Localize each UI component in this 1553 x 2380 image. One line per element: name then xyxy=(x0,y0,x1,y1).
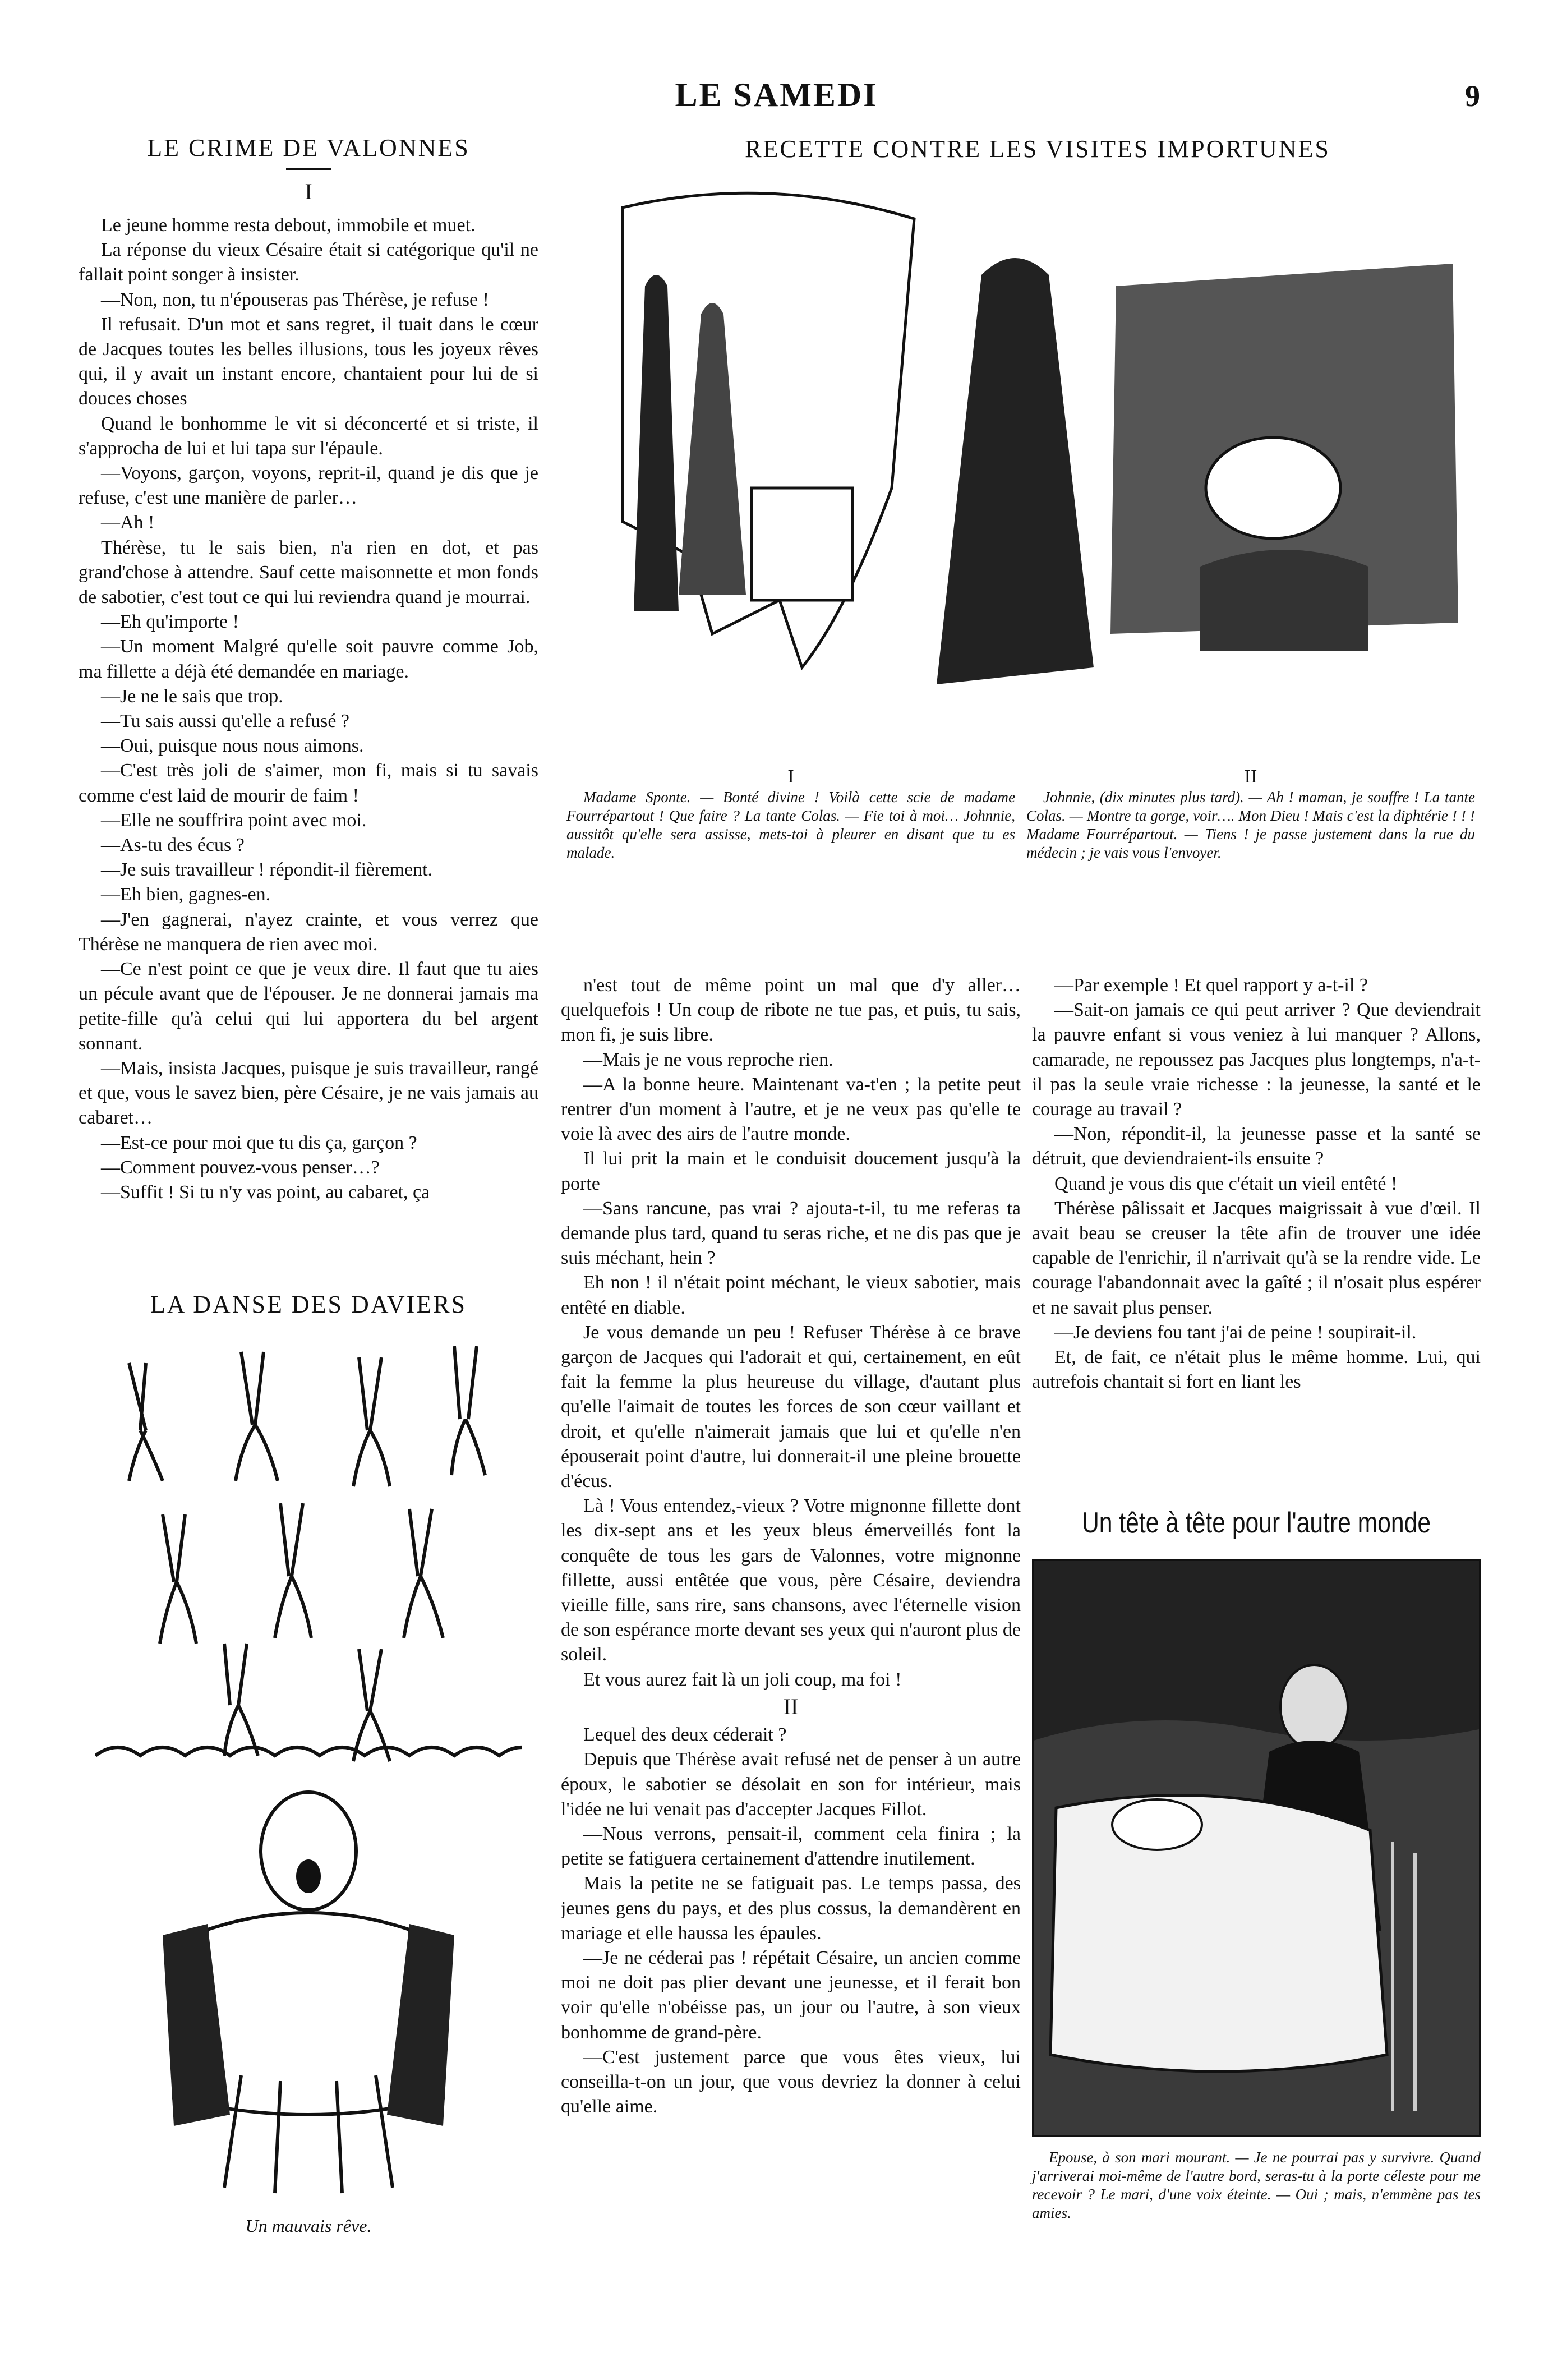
paragraph: —Suffit ! Si tu n'y vas point, au cabaret, ça xyxy=(101,1181,430,1203)
caption-one-text: Madame Sponte. — Bonté divine ! Voilà cette scie de madame Fourrépartout ! Que faire ? La tante Colas. — Fie toi à moi… Johnnie, aussitôt qu'elle sera assisse, mets-toi à pleurer en disant que tu es malade. xyxy=(566,789,1015,861)
paragraph: Il lui prit la main et le conduisit doucement jusqu'à la porte xyxy=(561,1148,1021,1194)
paragraph: —Mais je ne vous reproche rien. xyxy=(583,1049,833,1070)
tete-caption xyxy=(1032,2148,1481,2224)
crime-title: LE CRIME DE VALONNES xyxy=(147,134,470,162)
paragraph: Thérèse, tu le sais bien, n'a rien en dot, et pas grand'chose à attendre. Sauf cette maisonnette et mon fonds de sabotier, c'est tout ce qui lui reviendra quand je mourrai. xyxy=(79,537,538,608)
recette-title: RECETTE CONTRE LES VISITES IMPORTUNES xyxy=(745,135,1330,163)
paragraph: —Ah ! xyxy=(101,512,155,533)
paragraph: —Eh bien, gagnes-en. xyxy=(101,884,271,905)
part-two-heading: II xyxy=(783,1693,799,1719)
paragraph: —Sans rancune, pas vrai ? ajouta-t-il, tu me referas ta demande plus tard, quand tu seras riche, et ne dis pas que je suis méchant, hein ? xyxy=(561,1198,1021,1269)
caption-two-number: II xyxy=(1244,766,1257,787)
paragraph: —A la bonne heure. Maintenant va-t'en ; la petite peut rentrer d'un moment à l'autre, et je ne veux pas qu'elle te voie là avec des airs de l'autre monde. xyxy=(561,1074,1021,1145)
paragraph: —Mais, insista Jacques, puisque je suis travailleur, rangé et que, vous le savez bien, père Césaire, je ne vais jamais au cabaret… xyxy=(79,1057,538,1129)
paragraph: —Comment pouvez-vous penser…? xyxy=(101,1157,380,1178)
page-number: 9 xyxy=(1465,79,1480,113)
deathbed-scene-drawing xyxy=(1034,1561,1479,2135)
danse-title: LA DANSE DES DAVIERS xyxy=(150,1291,467,1318)
paragraph: —Je ne céderai pas ! répétait Césaire, un ancien comme moi ne doit pas plier devant une jeunesse, et il ferait bon voir qu'elle n'obéisse pas, un jour ou l'autre, à son vieux bonhomme de grand-père. xyxy=(561,1947,1021,2043)
paragraph: Quand je vous dis que c'était un vieil entêté ! xyxy=(1054,1173,1398,1194)
paragraph: —Est-ce pour moi que tu dis ça, garçon ? xyxy=(101,1132,417,1153)
paragraph: —Tu sais aussi qu'elle a refusé ? xyxy=(101,711,350,732)
paragraph: Le jeune homme resta debout, immobile et muet. xyxy=(101,215,476,236)
part-one-heading: I xyxy=(305,179,312,204)
danse-illustration xyxy=(95,1329,522,2210)
paragraph: —Je ne le sais que trop. xyxy=(101,685,283,707)
paragraph: —As-tu des écus ? xyxy=(101,835,245,856)
paragraph: —C'est justement parce que vous êtes vieux, lui conseilla-t-on un jour, que vous devriez la donner à celui qu'elle aime. xyxy=(561,2046,1021,2117)
paragraph: Et vous aurez fait là un joli coup, ma foi ! xyxy=(583,1669,902,1690)
paragraph: Quand le bonhomme le vit si déconcerté et si triste, il s'approcha de lui et lui tapa sur l'épaule. xyxy=(79,413,538,459)
paragraph: Mais la petite ne se fatiguait pas. Le temps passa, des jeunes gens du pays, et des plus cossus, la demandèrent en mariage et elle haussa les épaules. xyxy=(561,1873,1021,1944)
tete-caption-text: Epouse, à son mari mourant. — Je ne pourrai pas y survivre. Quand j'arriverai moi-même de l'autre bord, seras-tu à la porte céleste pour me recevoir ? Le mari, d'une voix éteinte. — Oui ; mais, n'emmène pas tes amies. xyxy=(1032,2149,1481,2221)
paragraph: —Un moment Malgré qu'elle soit pauvre comme Job, ma fillette a déjà été demandée en mariage. xyxy=(79,636,538,682)
paragraph: Eh non ! il n'était point méchant, le vieux sabotier, mais entêté en diable. xyxy=(561,1272,1021,1318)
title-rule xyxy=(286,168,331,170)
recette-caption-one xyxy=(566,767,1015,863)
crime-column-left xyxy=(79,213,538,1268)
tete-title: Un tête à tête pour l'autre monde xyxy=(1081,1507,1431,1539)
crime-column-right xyxy=(1032,973,1481,1456)
recette-caption-two xyxy=(1026,767,1475,863)
caption-two-text: Johnnie, (dix minutes plus tard). — Ah ! maman, je souffre ! La tante Colas. — Montre ta gorge, voir…. Mon Dieu ! Mais c'est la diphtérie ! ! ! Madame Fourrépartout. — Tiens ! je passe justement dans la rue du médecin ; je vais vous l'envoyer. xyxy=(1026,789,1475,861)
caption-one-number: I xyxy=(787,766,794,787)
paragraph: —Non, répondit-il, la jeunesse passe et la santé se détruit, que deviendraient-ils ensuite ? xyxy=(1032,1124,1481,1170)
recette-illustration xyxy=(555,174,1481,757)
masthead-title: LE SAMEDI xyxy=(675,76,878,113)
paragraph: —Non, non, tu n'épouseras pas Thérèse, je refuse ! xyxy=(101,289,489,310)
paragraph: Il refusait. D'un mot et sans regret, il tuait dans le cœur de Jacques toutes les belles illusions, tous les joyeux rêves qui, il y avait un instant encore, chantaient pour lui de si douces choses xyxy=(79,314,538,409)
paragraph: Depuis que Thérèse avait refusé net de penser à un autre époux, le sabotier se désolait en son for intérieur, mais l'idée ne lui venait pas d'accepter Jacques Fillot. xyxy=(561,1749,1021,1820)
crime-column-middle xyxy=(561,973,1021,2218)
forceps-and-sleeper-drawing xyxy=(95,1329,522,2210)
paragraph: —Elle ne souffrira point avec moi. xyxy=(101,809,367,831)
tete-title-wrap xyxy=(1032,1506,1481,1540)
paragraph: —Ce n'est point ce que je veux dire. Il faut que tu aies un pécule avant que de l'épouser. Je ne donnerai jamais ma petite-fille qu'à celui qui lui apportera du bel argent sonnant. xyxy=(79,959,538,1054)
paragraph: Là ! Vous entendez,-vieux ? Votre mignonne fillette dont les dix-sept ans et les yeux bleus émerveillés font la conquête de tous les gars de Valonnes, votre mignonne fillette, aussi entêtée que vous, père Césaire, deviendra vieille fille, sans rire, sans chansons, avec l'éternelle vision de son espérance morte devant ses yeux qui n'auront plus de soleil. xyxy=(561,1495,1021,1665)
danse-caption: Un mauvais rêve. xyxy=(245,2216,372,2236)
paragraph: —Par exemple ! Et quel rapport y a-t-il ? xyxy=(1054,975,1368,996)
paragraph: —Eh qu'importe ! xyxy=(101,611,239,633)
paragraph: Et, de fait, ce n'était plus le même homme. Lui, qui autrefois chantait si fort en liant les xyxy=(1032,1347,1481,1393)
paragraph: n'est tout de même point un mal que d'y aller… quelquefois ! Un coup de ribote ne tue pas, et puis, tu sais, mon fi, je suis libre. xyxy=(561,975,1021,1046)
paragraph: —Sait-on jamais ce qui peut arriver ? Que deviendrait la pauvre enfant si vous veniez à lui manquer ? Allons, camarade, ne repoussez pas Jacques plus longtemps, n'a-t-il pas la seule vraie richesse : la jeunesse, la santé et le courage au travail ? xyxy=(1032,1000,1481,1120)
paragraph: —J'en gagnerai, n'ayez crainte, et vous verrez que Thérèse ne manquera de rien avec moi. xyxy=(79,909,538,955)
paragraph: —Oui, puisque nous nous aimons. xyxy=(101,735,364,757)
paragraph: —Nous verrons, pensait-il, comment cela finira ; la petite se fatiguera certainement d'attendre inutilement. xyxy=(561,1823,1021,1870)
paragraph: Thérèse pâlissait et Jacques maigrissait à vue d'œil. Il avait beau se creuser la tête afin de trouver une idée capable de l'enrichir, il n'arrivait qu'à se la rendre vide. Le courage l'abandonnait avec la gaîté ; il n'osait plus espérer et ne savait plus penser. xyxy=(1032,1198,1481,1318)
paragraph: —Voyons, garçon, voyons, reprit-il, quand je dis que je refuse, c'est une manière de parler… xyxy=(79,463,538,509)
paragraph: —Je deviens fou tant j'ai de peine ! soupirait-il. xyxy=(1054,1322,1417,1343)
paragraph: —C'est très joli de s'aimer, mon fi, mais si tu savais comme c'est laid de mourir de faim ! xyxy=(79,760,538,806)
paragraph: Lequel des deux céderait ? xyxy=(583,1724,787,1746)
tete-illustration xyxy=(1032,1559,1481,2137)
paragraph: —Je suis travailleur ! répondit-il fièrement. xyxy=(101,859,433,881)
paragraph: Je vous demande un peu ! Refuser Thérèse à ce brave garçon de Jacques qui l'adorait et qui, certainement, en eût fait la femme la plus heureuse du village, d'autant plus qu'elle l'aimait de toutes les forces de son cœur vaillant et droit, et qu'elle n'aimerait jamais que lui et qu'elle n'en épouserait point d'autre, lui donnerait-il une pleine brouette d'écus. xyxy=(561,1322,1021,1492)
visitors-scene-drawing xyxy=(555,174,1481,757)
paragraph: La réponse du vieux Césaire était si catégorique qu'il ne fallait point songer à insister. xyxy=(79,240,538,286)
